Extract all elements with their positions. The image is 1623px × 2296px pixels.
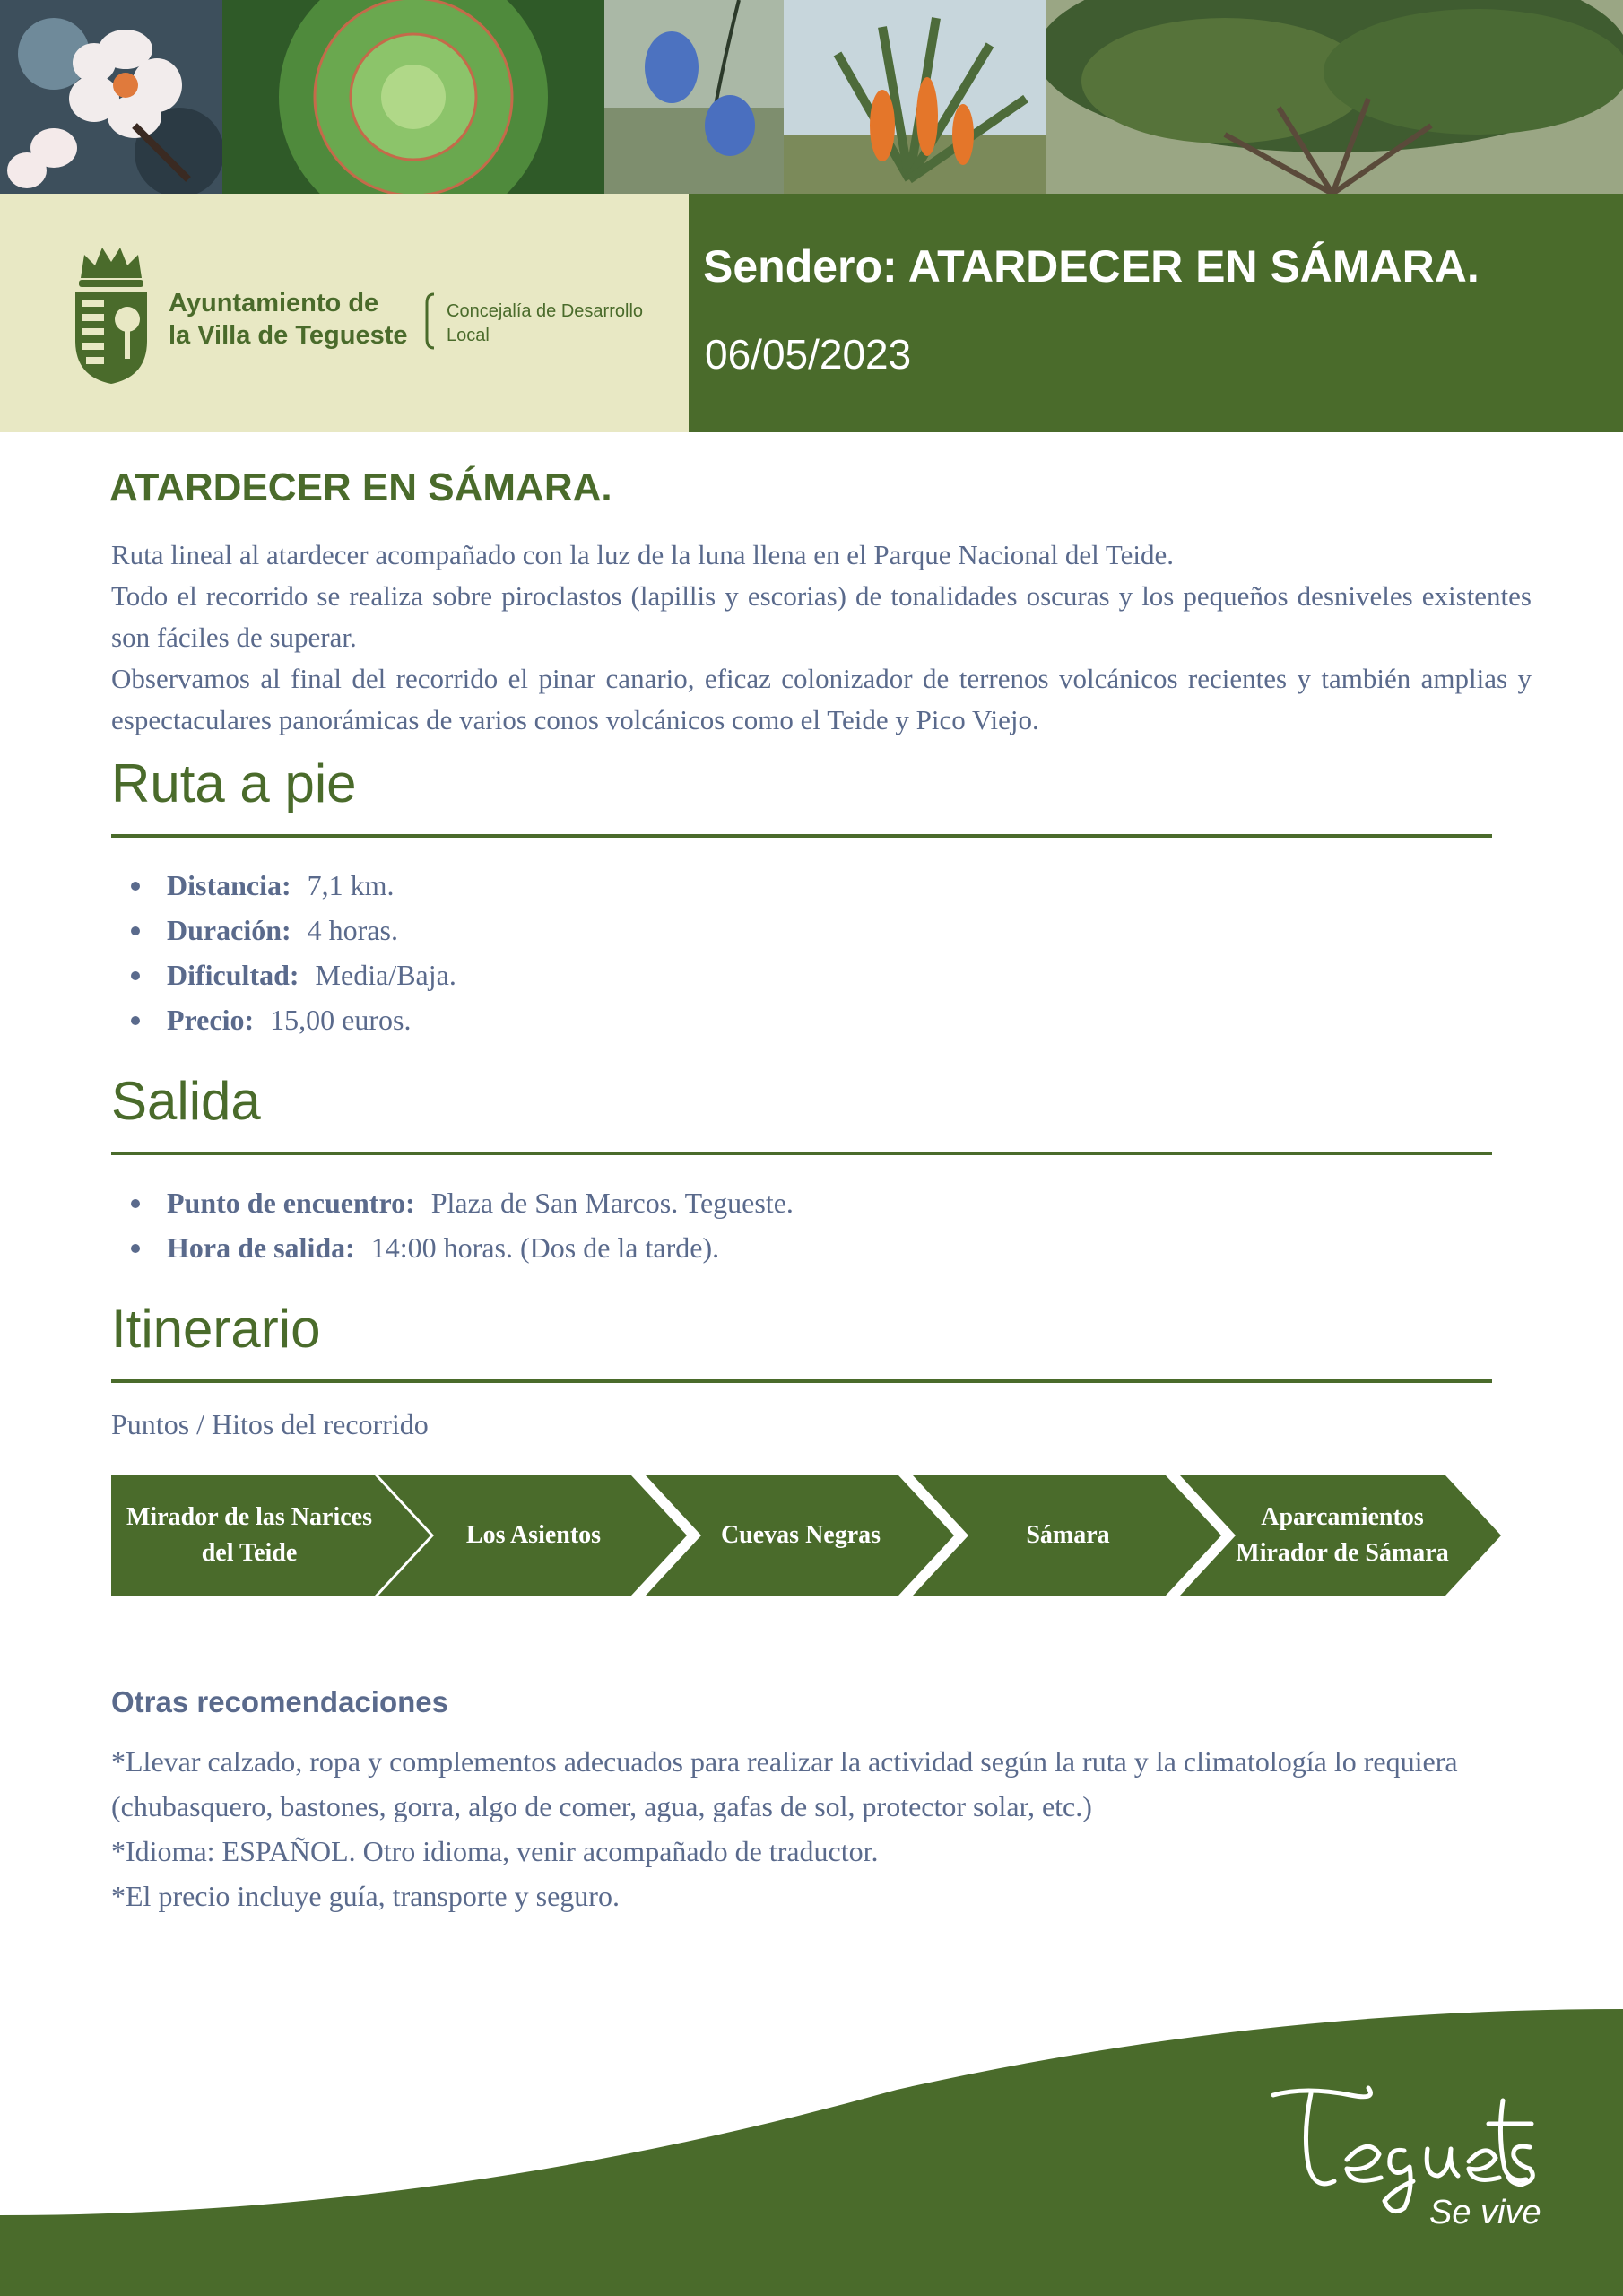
department-name-line1: Concejalía de Desarrollo [447, 301, 644, 321]
bullet-icon [131, 926, 140, 935]
section-heading-itinerario: Itinerario [111, 1299, 321, 1359]
fact-value: 15,00 euros. [270, 1004, 412, 1036]
dragon-tree-palms-photo [784, 0, 1046, 194]
fact-value: 14:00 horas. (Dos de la tarde). [370, 1231, 720, 1264]
bullet-icon [131, 1244, 140, 1253]
fact-label: Hora de salida: [167, 1231, 355, 1264]
bullet-icon [131, 882, 140, 891]
route-description [111, 535, 1532, 741]
section-divider [111, 1152, 1492, 1155]
fact-label: Precio: [167, 1004, 255, 1036]
recommendation-item: *Llevar calzado, ropa y complementos adecuados para realizar la actividad según la ruta y la climatología lo requiera (chubasquero, bastones, gorra, algo de comer, agua, gafas de sol, protector solar, etc.) [111, 1745, 1458, 1822]
departure-facts-list [111, 1180, 1532, 1270]
list-item [111, 863, 1532, 908]
recommendation-item: *El precio incluye guía, transporte y seguro. [111, 1880, 620, 1912]
bluebell-flower-photo [604, 0, 784, 194]
fact-value: 7,1 km. [307, 869, 395, 901]
step-line1: Los Asientos [465, 1521, 602, 1549]
description-paragraph: Observamos al final del recorrido el pinar canario, eficaz colonizador de terrenos volcánicos recientes y también amplias y espectaculares panorámicas de varios conos volcánicos como el Teide y Pico Viejo. [111, 663, 1532, 735]
itinerary-step [950, 1475, 1185, 1596]
almond-blossom-photo [0, 0, 222, 194]
itinerary-subtitle: Puntos / Hitos del recorrido [111, 1408, 429, 1440]
description-paragraph: Ruta lineal al atardecer acompañado con la luz de la luna llena en el Parque Nacional del Teide. [111, 539, 1175, 570]
itinerary-steps [111, 1475, 1503, 1596]
step-line1: Aparcamientos [1261, 1503, 1424, 1531]
step-line1: Cuevas Negras [720, 1521, 881, 1549]
main-content [111, 461, 1532, 1918]
bullet-icon [131, 1199, 140, 1208]
route-title: ATARDECER EN SÁMARA. [109, 465, 612, 509]
header-title-panel [689, 194, 1623, 432]
photo-banner [0, 0, 1623, 194]
itinerary-step [115, 1475, 384, 1596]
bullet-icon [131, 1016, 140, 1025]
list-item [111, 997, 1532, 1042]
section-divider [111, 1379, 1492, 1383]
trail-title: Sendero: ATARDECER EN SÁMARA. [703, 241, 1480, 291]
description-paragraph: Todo el recorrido se realiza sobre piroclastos (lapillis y escorias) de tonalidades oscuras y los pequeños desniveles existentes son fáciles de superar. [111, 580, 1532, 653]
list-item [111, 952, 1532, 997]
fact-label: Punto de encuentro: [167, 1187, 415, 1219]
route-facts-list [111, 863, 1532, 1042]
tegueste-slogan: Se vive [1429, 2194, 1541, 2231]
fact-label: Distancia: [167, 869, 291, 901]
organization-name-line2: la Villa de Tegueste [169, 321, 408, 350]
department-name-line2: Local [447, 326, 490, 345]
fact-value: Plaza de San Marcos. Tegueste. [430, 1187, 794, 1219]
section-divider [111, 834, 1492, 838]
succulent-rosette-photo [222, 0, 604, 194]
recommendations-title: Otras recomendaciones [111, 1685, 448, 1718]
recommendation-item: *Idioma: ESPAÑOL. Otro idioma, venir acompañado de traductor. [111, 1835, 879, 1867]
itinerary-step [683, 1475, 918, 1596]
header-organization-panel [0, 194, 689, 432]
itinerary-step [1218, 1475, 1467, 1596]
organization-name [169, 287, 407, 352]
fact-value: 4 horas. [307, 914, 398, 946]
step-line1: Mirador de las Narices [126, 1503, 372, 1531]
section-heading-salida: Salida [111, 1071, 261, 1131]
fact-label: Dificultad: [167, 959, 299, 991]
trail-date: 06/05/2023 [705, 331, 912, 378]
list-item [111, 908, 1532, 952]
fact-label: Duración: [167, 914, 291, 946]
fact-value: Media/Baja. [315, 959, 456, 991]
organization-name-line1: Ayuntamiento de [169, 289, 379, 317]
bullet-icon [131, 971, 140, 980]
bracket-divider-icon [425, 292, 436, 350]
section-heading-ruta: Ruta a pie [111, 753, 357, 813]
list-item [111, 1180, 1532, 1225]
step-line2: Mirador de Sámara [1236, 1539, 1449, 1567]
recommendations-list [111, 1739, 1532, 1918]
list-item [111, 1225, 1532, 1270]
step-line2: del Teide [201, 1539, 298, 1567]
municipal-crest-icon [72, 242, 151, 384]
itinerary-step [416, 1475, 651, 1596]
tree-canopy-photo [1046, 0, 1623, 194]
step-line1: Sámara [1026, 1521, 1110, 1549]
department-name [447, 300, 680, 348]
